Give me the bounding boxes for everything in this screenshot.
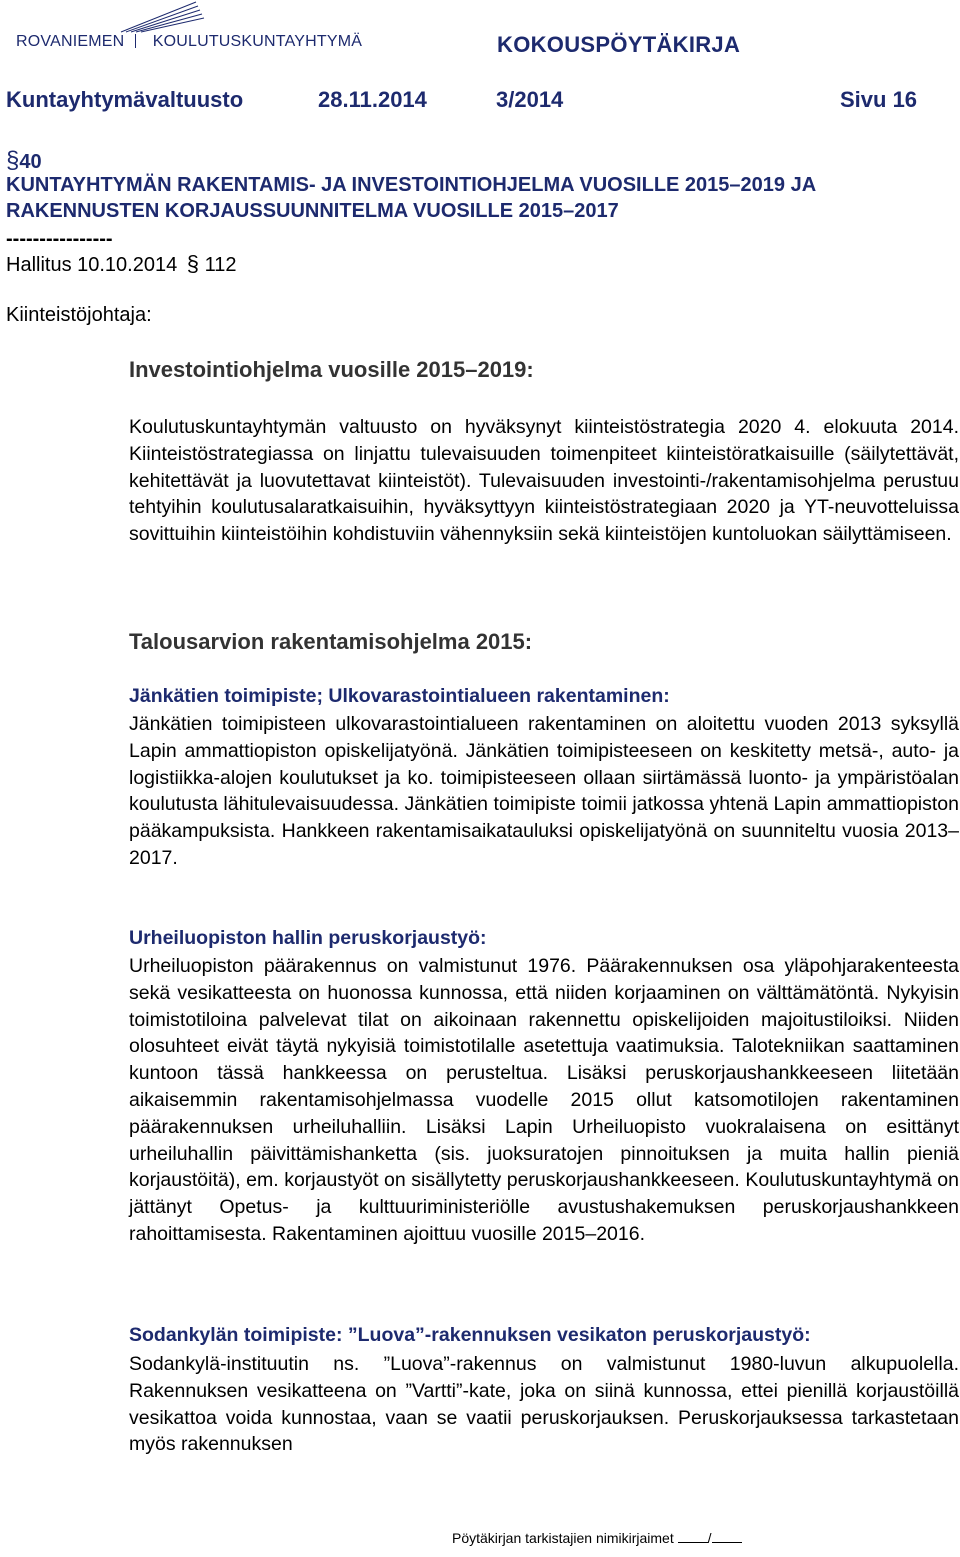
- page-number: Sivu 16: [840, 87, 918, 112]
- item3-text: Sodankylä-instituutin ns. ”Luova”-rakennus on valmistunut 1980-luvun alkupuolella. Rakennuksen vesikatteena on ”Vartti”-kate, joka on siinä kunnossa, ettei pienillä korjaustöillä vesikattoa voida kunnostaa, vaan se vaatii peruskorjauksen. Peruskorjauksessa tarkastetaan myös rakennuksen: [129, 1353, 959, 1456]
- signature-slash: /: [707, 1530, 712, 1546]
- item2-heading: Urheiluopiston hallin peruskorjaustyö:: [129, 927, 487, 949]
- logo-word-1: ROVANIEMEN: [16, 33, 125, 50]
- section-title: KUNTAYHTYMÄN RAKENTAMIS- JA INVESTOINTIOHJELMA VUOSILLE 2015–2019 JA RAKENNUSTEN KORJAUSSUUNNITELMA VUOSILLE 2015–2017: [6, 174, 816, 222]
- investment-text: Koulutuskuntayhtymän valtuusto on hyväksynyt kiinteistöstrategia 2020 4. elokuuta 2014. Kiinteistöstrategiassa on linjattu tulevaisuuden toimenpiteet kiinteistöratkaisuille (säilytettävät, kehitettävät ja luovutettavat kiinteistöt). Tulevaisuuden investointi-/rakentamisohjelma perustuu tehtyihin koulutusalaratkaisuihin, hyväksyttyyn kiinteistöstrategiaan 2020 ja YT-neuvotteluissa sovittuihin kiinteistöihin kohdistuviin vähennyksiin sekä kiinteistöjen kuntoluokan säilyttämiseen.: [129, 416, 959, 546]
- logo-wordmark: [16, 33, 362, 51]
- budget-heading: Talousarvion rakentamisohjelma 2015:: [129, 629, 533, 654]
- meeting-body: Kuntayhtymävaltuusto: [6, 87, 244, 112]
- logo-word-2: KOULUTUSKUNTAYHTYMÄ: [152, 33, 363, 50]
- section-symbol: §: [6, 147, 20, 174]
- presenter: Kiinteistöjohtaja:: [6, 304, 152, 326]
- prior-handling: [6, 251, 237, 279]
- prior-handling-text: Hallitus 10.10.2014: [6, 254, 178, 276]
- logo-divider: [135, 34, 144, 48]
- section-number-value: 40: [19, 151, 42, 173]
- item1-heading: Jänkätien toimipiste; Ulkovarastointialueen rakentaminen:: [129, 685, 670, 707]
- signature-footer: [452, 1530, 742, 1546]
- meeting-date: 28.11.2014: [318, 87, 427, 112]
- meeting-number: 3/2014: [496, 87, 564, 112]
- document-type: KOKOUSPÖYTÄKIRJA: [497, 32, 741, 57]
- separator: ----------------: [6, 228, 113, 250]
- logo-swoosh-icon: [6, 0, 386, 34]
- prior-handling-number: 112: [204, 254, 237, 276]
- investment-heading: Investointiohjelma vuosille 2015–2019:: [129, 357, 534, 382]
- signature-label: Pöytäkirjan tarkistajien nimikirjaimet: [452, 1530, 674, 1546]
- prior-handling-symbol: §: [186, 251, 200, 276]
- item1-text: Jänkätien toimipisteen ulkovarastointialueen rakentaminen on aloitettu vuoden 2013 syksyllä Lapin ammattiopiston opiskelijatyönä. Jänkätien toimipisteeseen on keskitetty metsä-, auto- ja logistiikka-alojen koulutukset ja ko. toimipisteeseen ollaan siirtämässä luonto- ja ympäristöalan koulutusta lähitulevaisuudessa. Jänkätien toimipiste toimii jatkossa yhtenä Lapin ammattiopiston pääkampuksista. Hankkeen rakentamisaikatauluksi opiskelijatyönä on suunniteltu vuosia 2013–2017.: [129, 713, 959, 869]
- item3-heading: Sodankylän toimipiste: ”Luova”-rakennuksen vesikaton peruskorjaustyö:: [129, 1324, 811, 1346]
- item2-text: Urheiluopiston päärakennus on valmistunut 1976. Päärakennuksen osa yläpohjarakenteesta sekä vesikatteesta on huonossa kunnossa, että niiden korjaaminen on välttämätöntä. Nykyisin toimistotiloina palvelevat tilat on aikoinaan rakennettu opiskelijoiden majoitustiloiksi. Niiden olosuhteet eivät täytä nykyisiä toimistotilalle asetettuja vaatimuksia. Talotekniikan saattaminen kuntoon tässä hankkeessa on perusteltua. Lisäksi peruskorjaushankkeeseen liitetään aikaisemmin rakentamisohjelmassa vuodelle 2015 ollut katsomotilojen rakentaminen päärakennuksen urheiluhalliin. Lisäksi Lapin Urheiluopisto vuokralaisena on esittänyt urheiluhallin päivittämishanketta (sis. juoksuratojen pinnoituksen ja muita hallin pieniä korjaustöitä), em. korjaustyöt on sisällytetty peruskorjaushankkeeseen. Koulutuskuntayhtymä on jättänyt Opetus- ja kulttuuriministeriölle avustushakemuksen peruskorjaushankkeen rahoittamisesta. Rakentaminen ajoittuu vuosille 2015–2016.: [129, 955, 959, 1245]
- signature-blank-1[interactable]: [678, 1530, 708, 1543]
- organization-logo: [6, 0, 386, 60]
- signature-blank-2[interactable]: [712, 1530, 742, 1543]
